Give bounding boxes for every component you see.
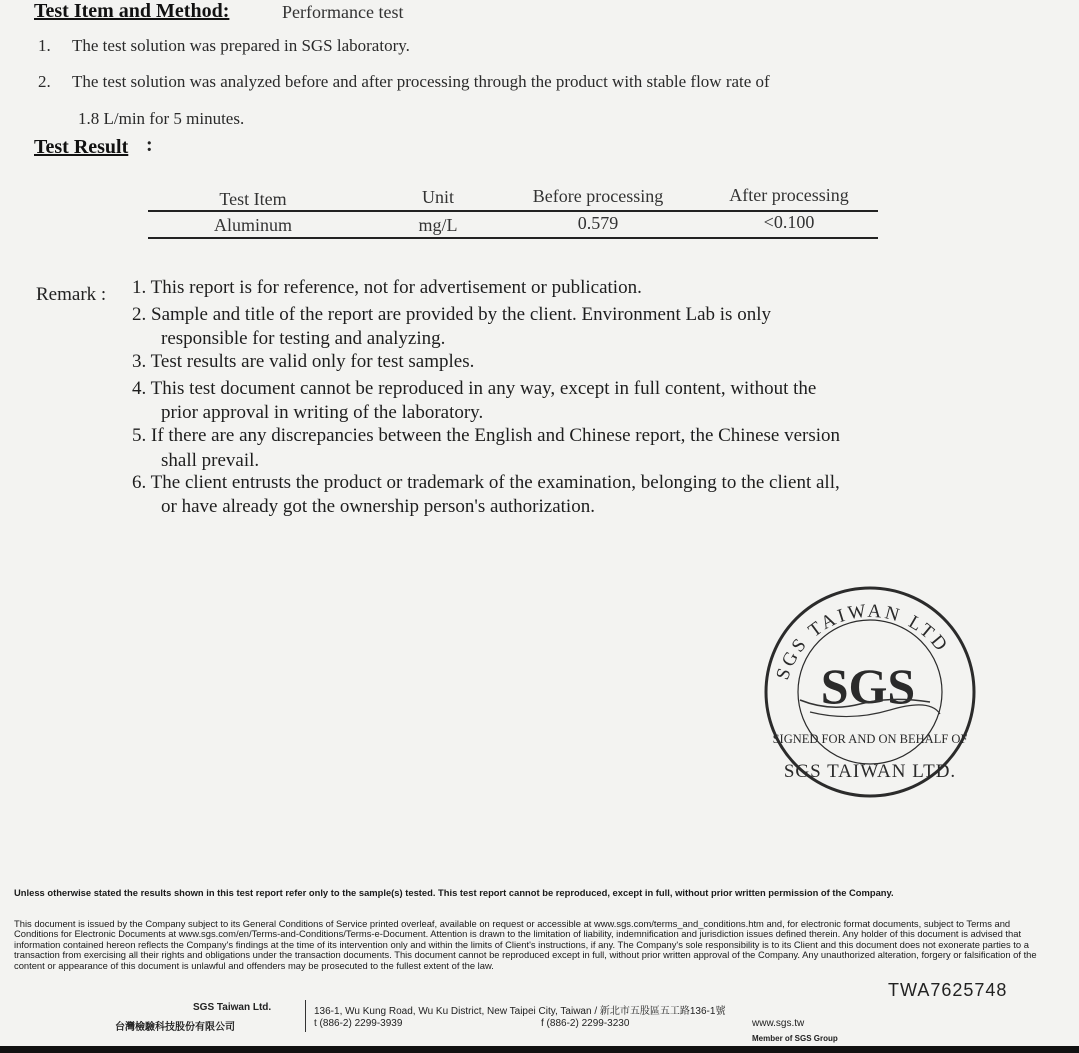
test-method-heading: Test Item and Method: (34, 0, 230, 22)
test-method-value: Performance test (282, 2, 404, 22)
remark-item-2: 2. Sample and title of the report are provided by the client. Environment Lab is only (132, 304, 771, 325)
footer-disclaimer-2: This document is issued by the Company subject to its General Conditions of Service printed overleaf, available on request or accessible at www.sgs.com/terms_and_conditions.htm and, for electronic format documents, subject to Terms and Conditions for Electronic Documents at www.sgs.com/en/Terms-and-Conditions/Terms-e-Document. Attention is drawn to the limitation of liability, indemnification and jurisdiction issues defined therein. Any holder of this document is advised that information contained hereon reflects the Company's findings at the time of its intervention only and within the limits of Client's instructions, if any. The Company's sole responsibility is to its Client and this document does not exonerate parties to a transaction from exercising all their rights and obligations under the transaction documents. This document cannot be reproduced except in full, without prior written approval of the Company. Any unauthorized alteration, forgery or falsification of the content or appearance of this document is unlawful and offenders may be prosecuted to the fullest extent of the law. (14, 918, 1037, 971)
company-telephone: t (886-2) 2299-3939 (314, 1018, 403, 1029)
remark-item-5: 5. If there are any discrepancies between the English and Chinese report, the Chinese version (132, 425, 841, 446)
table-cell-before: 0.579 (577, 213, 619, 233)
stamp-ring-text: SGS TAIWAN LTD (772, 600, 953, 683)
table-header-test-item: Test Item (219, 189, 287, 209)
method-step-2-continuation: 1.8 L/min for 5 minutes. (78, 109, 245, 128)
company-fax: f (886-2) 2299-3230 (541, 1018, 630, 1029)
table-cell-item: Aluminum (213, 215, 292, 235)
company-website: www.sgs.tw (752, 1018, 805, 1029)
stamp-signed-line: SIGNED FOR AND ON BEHALF OF (772, 732, 968, 746)
test-result-colon: : (146, 134, 153, 156)
page-bottom-edge (0, 1046, 1079, 1053)
table-header-after: After processing (729, 185, 849, 205)
remark-item-2-cont: responsible for testing and analyzing. (161, 328, 446, 349)
remark-item-4: 4. This test document cannot be reproduced in any way, except in full content, without the (132, 378, 817, 399)
company-name-en: SGS Taiwan Ltd. (193, 1002, 272, 1013)
remark-label: Remark : (36, 284, 107, 305)
table-bottom-rule (148, 237, 878, 239)
test-result-heading (34, 136, 128, 159)
table-header-unit: Unit (421, 187, 454, 207)
remark-item-5-cont: shall prevail. (161, 450, 260, 471)
method-step-1 (38, 36, 410, 56)
remark-item-3: 3. Test results are valid only for test samples. (132, 351, 475, 372)
member-of-sgs-group: Member of SGS Group (752, 1034, 838, 1043)
step-text: The test solution was prepared in SGS laboratory. (72, 36, 410, 55)
remark-item-6-cont: or have already got the ownership person's authorization. (161, 496, 595, 517)
footer-disclaimer-1: Unless otherwise stated the results shown in this test report refer only to the sample(s) tested. This test report cannot be reproduced, except in full, without prior written permission of the Company. (14, 887, 894, 898)
table-header-before: Before processing (532, 186, 664, 206)
table-cell-after: <0.100 (763, 212, 815, 232)
step-number: 1. (38, 36, 51, 55)
company-address: 136-1, Wu Kung Road, Wu Ku District, New Taipei City, Taiwan / 新北市五股區五工路136-1號 (314, 1006, 726, 1017)
stamp-company-line: SGS TAIWAN LTD. (783, 761, 957, 782)
remark-item-1: 1. This report is for reference, not for advertisement or publication. (132, 277, 642, 298)
remark-item-6: 6. The client entrusts the product or trademark of the examination, belonging to the client all, (132, 472, 840, 493)
step-text: The test solution was analyzed before and after processing through the product with stable flow rate of (72, 72, 770, 91)
remark-item-4-cont: prior approval in writing of the laboratory. (161, 402, 484, 423)
table-cell-unit: mg/L (418, 215, 458, 235)
stamp-sgs-logo: SGS (820, 658, 916, 714)
sgs-company-stamp (740, 572, 990, 812)
footer-divider (305, 1000, 306, 1032)
method-step-2 (38, 72, 770, 92)
step-number: 2. (38, 72, 51, 91)
company-name-cn: 台灣檢驗科技股份有限公司 (115, 1022, 235, 1033)
document-number: TWA7625748 (888, 980, 1008, 1000)
test-result-title: Test Result (34, 136, 129, 158)
